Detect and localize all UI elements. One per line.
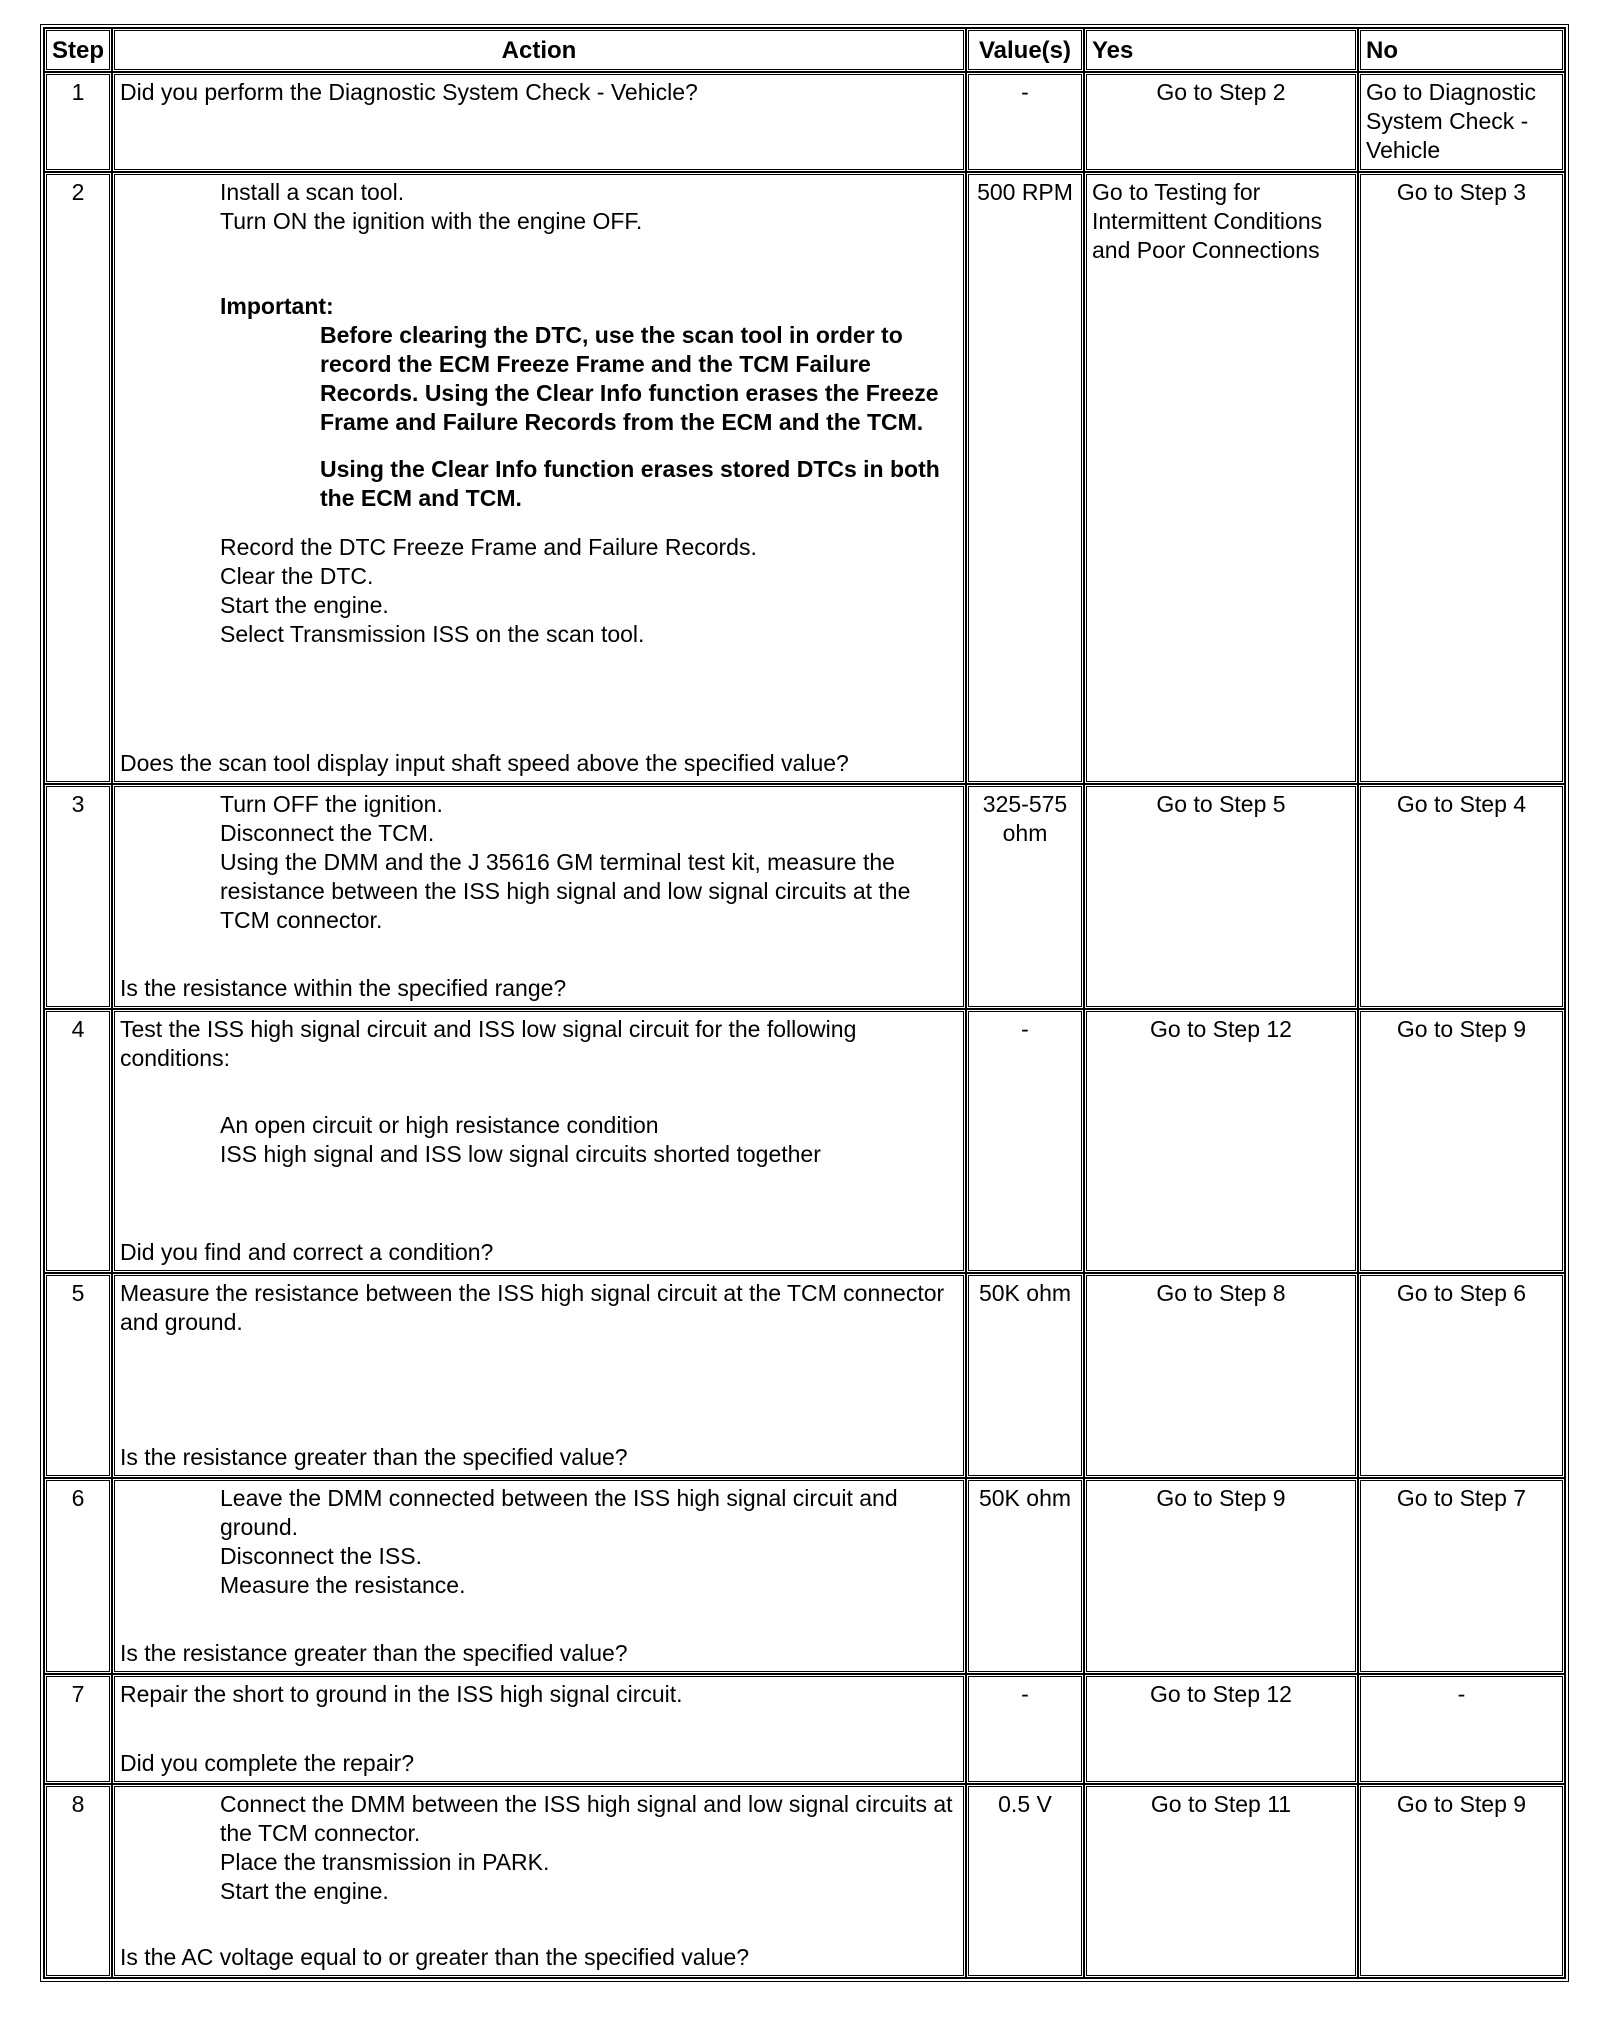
no-cell: Go to Diagnostic System Check - Vehicle xyxy=(1358,72,1565,172)
action-item: Disconnect the TCM. xyxy=(220,820,435,846)
action-cell xyxy=(112,172,966,784)
table-row xyxy=(44,1784,1565,1978)
no-cell: - xyxy=(1358,1674,1565,1784)
step-number: 8 xyxy=(44,1784,112,1978)
yes-cell: Go to Step 8 xyxy=(1084,1273,1358,1478)
action-question: Is the AC voltage equal to or greater than the specified value? xyxy=(120,1944,750,1970)
table-row xyxy=(44,784,1565,1009)
action-cell xyxy=(112,784,966,1009)
step-number: 4 xyxy=(44,1009,112,1273)
action-cell xyxy=(112,1674,966,1784)
action-cell xyxy=(112,1784,966,1978)
step-number: 2 xyxy=(44,172,112,784)
header-row xyxy=(44,28,1565,72)
header-no: No xyxy=(1358,28,1565,72)
value-cell: 50K ohm xyxy=(966,1273,1084,1478)
yes-cell: Go to Step 9 xyxy=(1084,1478,1358,1674)
no-cell: Go to Step 4 xyxy=(1358,784,1565,1009)
action-item: Connect the DMM between the ISS high signal and low signal circuits at the TCM connector. xyxy=(220,1791,953,1846)
yes-cell: Go to Step 12 xyxy=(1084,1674,1358,1784)
no-cell: Go to Step 7 xyxy=(1358,1478,1565,1674)
action-item: Turn OFF the ignition. xyxy=(220,791,443,817)
yes-cell: Go to Step 5 xyxy=(1084,784,1358,1009)
action-item: ISS high signal and ISS low signal circuits shorted together xyxy=(220,1141,821,1167)
action-question: Is the resistance greater than the specified value? xyxy=(120,1640,628,1666)
important-text: Using the Clear Info function erases stored DTCs in both the ECM and TCM. xyxy=(320,456,940,511)
yes-cell: Go to Step 12 xyxy=(1084,1009,1358,1273)
table-row xyxy=(44,1674,1565,1784)
action-item: Place the transmission in PARK. xyxy=(220,1849,550,1875)
diagnostic-table xyxy=(40,24,1569,1982)
action-item: Record the DTC Freeze Frame and Failure Records. xyxy=(220,534,757,560)
step-number: 7 xyxy=(44,1674,112,1784)
action-question: Did you find and correct a condition? xyxy=(120,1239,494,1265)
action-cell xyxy=(112,1273,966,1478)
important-label: Important: xyxy=(220,293,334,319)
action-cell xyxy=(112,1478,966,1674)
value-cell: - xyxy=(966,1009,1084,1273)
no-cell: Go to Step 3 xyxy=(1358,172,1565,784)
action-question: Does the scan tool display input shaft speed above the specified value? xyxy=(120,750,849,776)
action-question: Did you complete the repair? xyxy=(120,1750,415,1776)
action-cell xyxy=(112,72,966,172)
value-cell: 325-575 ohm xyxy=(966,784,1084,1009)
no-cell: Go to Step 9 xyxy=(1358,1009,1565,1273)
value-cell: 50K ohm xyxy=(966,1478,1084,1674)
action-item: An open circuit or high resistance condition xyxy=(220,1112,659,1138)
action-text: Did you perform the Diagnostic System Check - Vehicle? xyxy=(120,79,698,105)
action-cell xyxy=(112,1009,966,1273)
value-cell: - xyxy=(966,72,1084,172)
action-item: Turn ON the ignition with the engine OFF. xyxy=(220,208,643,234)
table-row xyxy=(44,172,1565,784)
action-item: Select Transmission ISS on the scan tool. xyxy=(220,621,645,647)
action-text: Repair the short to ground in the ISS high signal circuit. xyxy=(120,1681,683,1707)
action-question: Is the resistance within the specified range? xyxy=(120,975,567,1001)
action-item: Start the engine. xyxy=(220,592,389,618)
action-item: Leave the DMM connected between the ISS high signal circuit and ground. xyxy=(220,1485,898,1540)
action-item: Start the engine. xyxy=(220,1878,389,1904)
no-cell: Go to Step 9 xyxy=(1358,1784,1565,1978)
action-item: Install a scan tool. xyxy=(220,179,405,205)
yes-cell: Go to Step 2 xyxy=(1084,72,1358,172)
step-number: 5 xyxy=(44,1273,112,1478)
table-row xyxy=(44,1009,1565,1273)
action-item: Using the DMM and the J 35616 GM terminal test kit, measure the resistance between the ISS high signal and low signal circuits at the TCM connector. xyxy=(220,849,911,933)
action-item: Measure the resistance. xyxy=(220,1572,466,1598)
table-row xyxy=(44,1478,1565,1674)
step-number: 1 xyxy=(44,72,112,172)
yes-cell: Go to Testing for Intermittent Conditions and Poor Connections xyxy=(1084,172,1358,784)
action-question: Is the resistance greater than the specified value? xyxy=(120,1444,628,1470)
value-cell: 500 RPM xyxy=(966,172,1084,784)
header-action: Action xyxy=(112,28,966,72)
important-text: Before clearing the DTC, use the scan tool in order to record the ECM Freeze Frame and the TCM Failure Records. Using the Clear Info function erases the Freeze Frame and Failure Records from the ECM and the TCM. xyxy=(320,322,939,435)
table-row xyxy=(44,1273,1565,1478)
action-item: Clear the DTC. xyxy=(220,563,374,589)
step-number: 3 xyxy=(44,784,112,1009)
value-cell: 0.5 V xyxy=(966,1784,1084,1978)
action-text: Measure the resistance between the ISS high signal circuit at the TCM connector and ground. xyxy=(120,1280,945,1335)
step-number: 6 xyxy=(44,1478,112,1674)
header-values: Value(s) xyxy=(966,28,1084,72)
action-item: Disconnect the ISS. xyxy=(220,1543,422,1569)
no-cell: Go to Step 6 xyxy=(1358,1273,1565,1478)
value-cell: - xyxy=(966,1674,1084,1784)
action-text: Test the ISS high signal circuit and ISS low signal circuit for the following conditions: xyxy=(120,1016,857,1071)
table-row xyxy=(44,72,1565,172)
yes-cell: Go to Step 11 xyxy=(1084,1784,1358,1978)
header-step: Step xyxy=(44,28,112,72)
header-yes: Yes xyxy=(1084,28,1358,72)
